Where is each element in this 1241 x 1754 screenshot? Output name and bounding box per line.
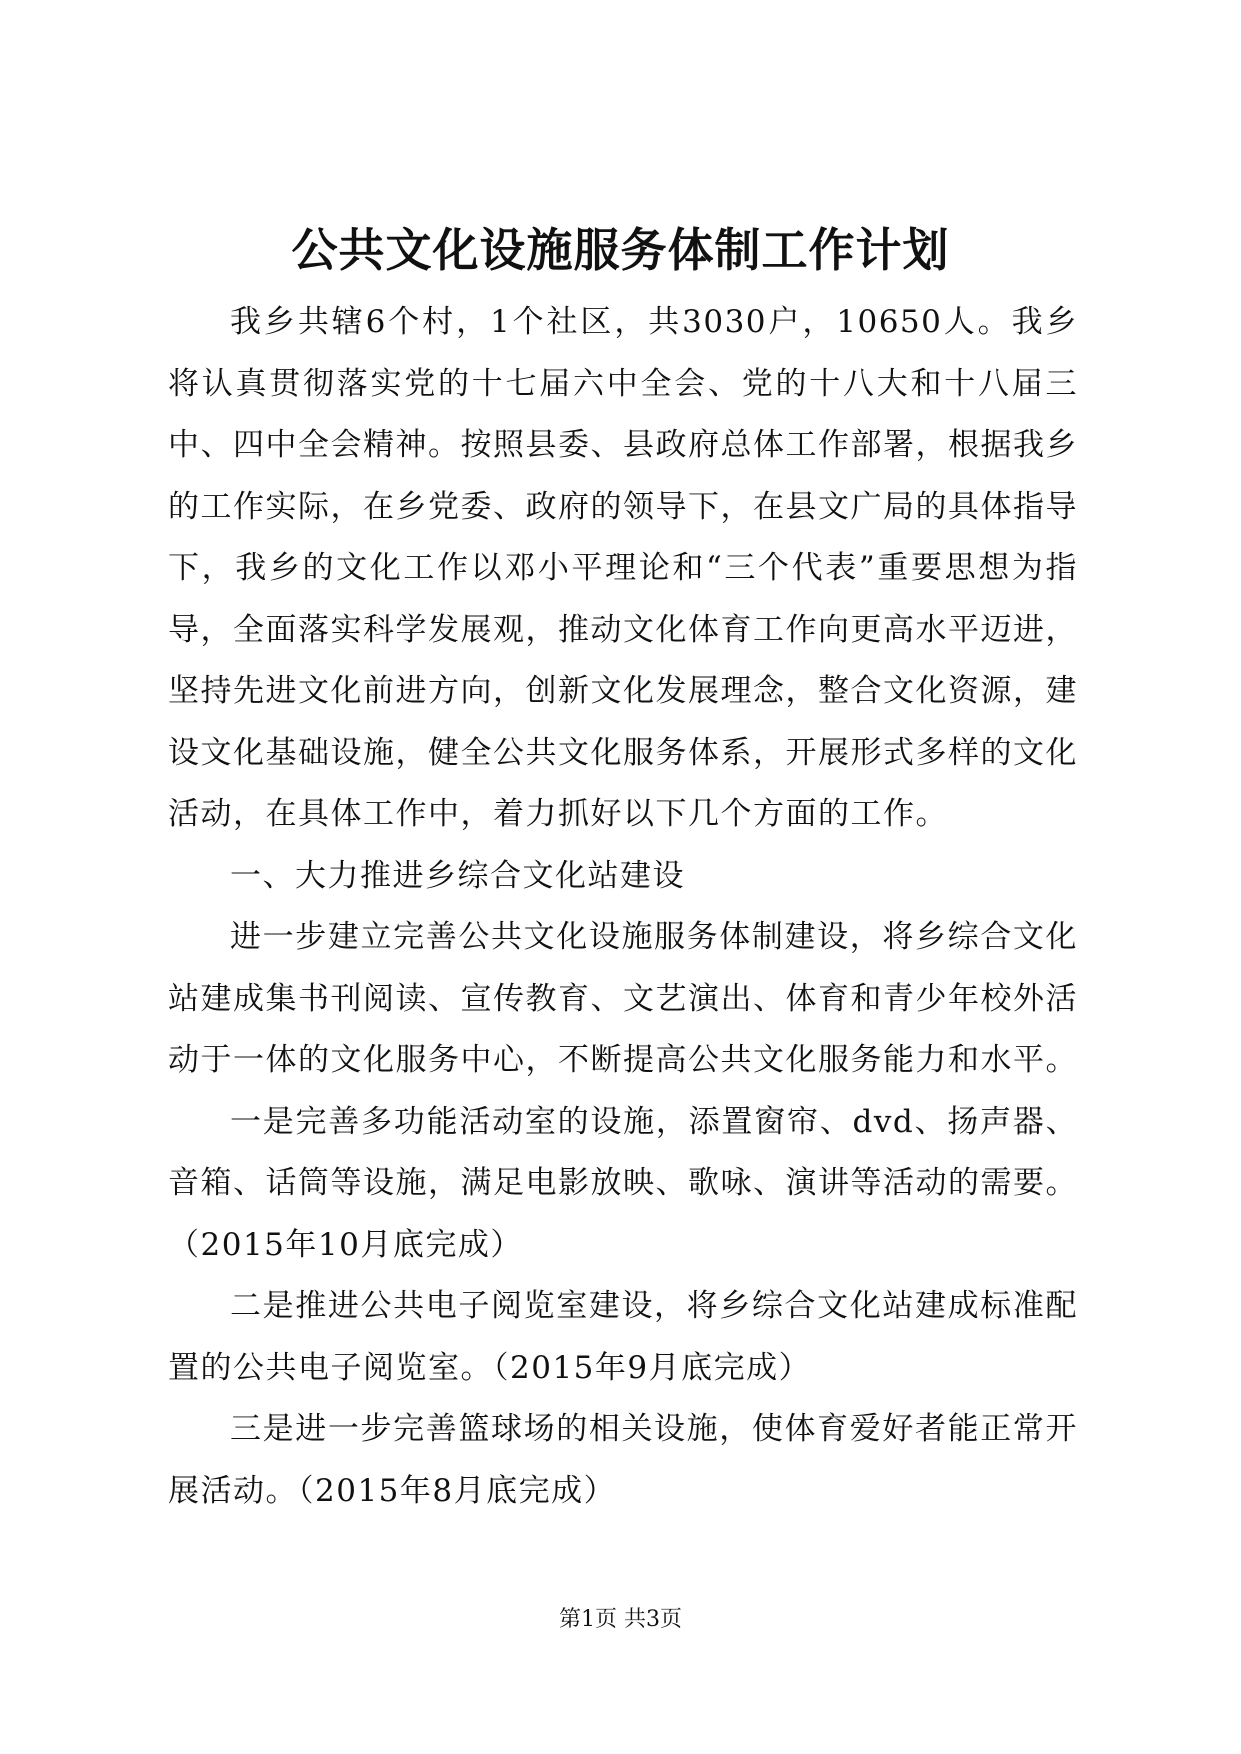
paragraph-item-1-deadline: （2015年10月底完成） xyxy=(168,1226,523,1263)
paragraph-item-2: 二是推进公共电子阅览室建设，将乡综合文化站建成标准配置的公共电子阅览室。（2015年9月底完成） xyxy=(168,1288,1078,1386)
document-title: 公共文化设施服务体制工作计划 xyxy=(291,223,950,277)
paragraph-item-3: 三是进一步完善篮球场的相关设施，使体育爱好者能正常开展活动。（2015年8月底完成） xyxy=(168,1411,1078,1509)
paragraph-item-1: 一是完善多功能活动室的设施，添置窗帘、dvd、扬声器、音箱、话筒等设施，满足电影放映、歌咏、演讲等活动的需要。 xyxy=(168,1103,1078,1201)
paragraph-intro: 我乡共辖6个村，1个社区，共3030户，10650人。我乡将认真贯彻落实党的十七届六中全会、党的十八大和十八届三中、四中全会精神。按照县委、县政府总体工作部署，根据我乡的工作实际，在乡党委、政府的领导下，在县文广局的具体指导下，我乡的文化工作以邓小平理论和“三个代表”重要思想为指导，全面落实科学发展观，推动文化体育工作向更高水平迈进，坚持先进文化前进方向，创新文化发展理念，整合文化资源，建设文化基础设施，健全公共文化服务体系，开展形式多样的文化活动，在具体工作中，着力抓好以下几个方面的工作。 xyxy=(168,304,1078,832)
paragraph-section-1: 进一步建立完善公共文化设施服务体制建设，将乡综合文化站建成集书刊阅读、宣传教育、文艺演出、体育和青少年校外活动于一体的文化服务中心，不断提高公共文化服务能力和水平。 xyxy=(168,919,1078,1078)
document-body xyxy=(168,292,1078,1522)
section-heading-1: 一、大力推进乡综合文化站建设 xyxy=(230,857,685,894)
page-number: 第1页 共3页 xyxy=(559,1607,682,1632)
